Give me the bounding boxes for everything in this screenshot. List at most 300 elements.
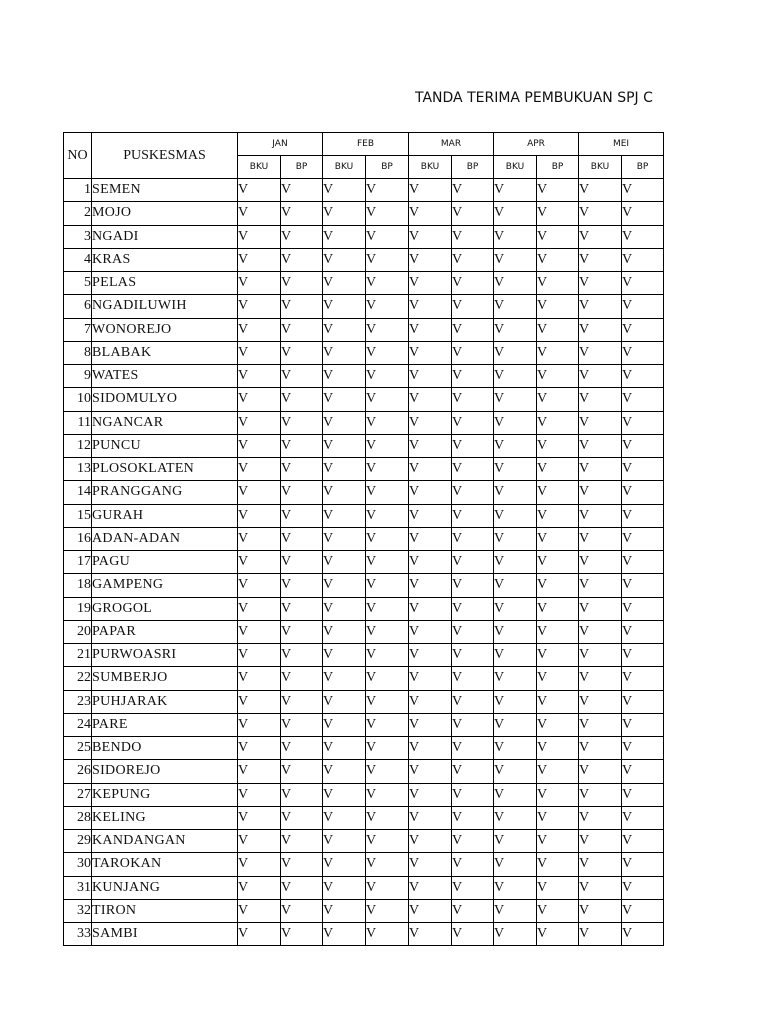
check-mark-mei-bp: V bbox=[622, 551, 664, 574]
puskesmas-name: WONOREJO bbox=[92, 318, 238, 341]
check-mark-mei-bp: V bbox=[622, 690, 664, 713]
check-mark-mei-bku: V bbox=[579, 225, 622, 248]
check-mark-feb-bp: V bbox=[366, 504, 409, 527]
check-mark-mar-bp: V bbox=[452, 806, 494, 829]
row-number: 20 bbox=[64, 620, 92, 643]
check-mark-jan-bku: V bbox=[238, 876, 281, 899]
check-mark-mei-bku: V bbox=[579, 504, 622, 527]
check-mark-feb-bp: V bbox=[366, 318, 409, 341]
check-mark-jan-bku: V bbox=[238, 504, 281, 527]
check-mark-jan-bku: V bbox=[238, 690, 281, 713]
check-mark-jan-bp: V bbox=[281, 713, 323, 736]
check-mark-feb-bku: V bbox=[323, 365, 366, 388]
check-mark-jan-bp: V bbox=[281, 667, 323, 690]
check-mark-jan-bp: V bbox=[281, 248, 323, 271]
header-jan-bp: BP bbox=[281, 156, 323, 179]
check-mark-apr-bku: V bbox=[494, 737, 537, 760]
check-mark-jan-bp: V bbox=[281, 597, 323, 620]
check-mark-feb-bp: V bbox=[366, 225, 409, 248]
check-mark-jan-bku: V bbox=[238, 458, 281, 481]
check-mark-mei-bp: V bbox=[622, 411, 664, 434]
row-number: 21 bbox=[64, 644, 92, 667]
check-mark-apr-bku: V bbox=[494, 318, 537, 341]
check-mark-apr-bp: V bbox=[537, 458, 579, 481]
check-mark-jan-bku: V bbox=[238, 248, 281, 271]
header-apr-bku: BKU bbox=[494, 156, 537, 179]
header-mei-bp: BP bbox=[622, 156, 664, 179]
check-mark-feb-bku: V bbox=[323, 225, 366, 248]
check-mark-apr-bp: V bbox=[537, 923, 579, 946]
check-mark-apr-bp: V bbox=[537, 806, 579, 829]
check-mark-mar-bku: V bbox=[409, 923, 452, 946]
check-mark-apr-bku: V bbox=[494, 527, 537, 550]
check-mark-mei-bku: V bbox=[579, 690, 622, 713]
check-mark-apr-bku: V bbox=[494, 620, 537, 643]
check-mark-mei-bp: V bbox=[622, 806, 664, 829]
check-mark-feb-bku: V bbox=[323, 248, 366, 271]
check-mark-feb-bp: V bbox=[366, 923, 409, 946]
check-mark-feb-bku: V bbox=[323, 806, 366, 829]
check-mark-feb-bp: V bbox=[366, 713, 409, 736]
check-mark-mei-bp: V bbox=[622, 923, 664, 946]
check-mark-apr-bp: V bbox=[537, 713, 579, 736]
check-mark-feb-bku: V bbox=[323, 783, 366, 806]
check-mark-apr-bku: V bbox=[494, 690, 537, 713]
check-mark-apr-bp: V bbox=[537, 248, 579, 271]
check-mark-mei-bp: V bbox=[622, 527, 664, 550]
puskesmas-name: PUHJARAK bbox=[92, 690, 238, 713]
check-mark-jan-bku: V bbox=[238, 272, 281, 295]
check-mark-mar-bku: V bbox=[409, 388, 452, 411]
check-mark-jan-bku: V bbox=[238, 806, 281, 829]
check-mark-jan-bp: V bbox=[281, 434, 323, 457]
puskesmas-name: PAPAR bbox=[92, 620, 238, 643]
check-mark-mei-bp: V bbox=[622, 458, 664, 481]
check-mark-mar-bku: V bbox=[409, 574, 452, 597]
table-row bbox=[64, 667, 664, 690]
check-mark-mar-bku: V bbox=[409, 737, 452, 760]
check-mark-mei-bku: V bbox=[579, 272, 622, 295]
check-mark-mar-bp: V bbox=[452, 434, 494, 457]
check-mark-apr-bku: V bbox=[494, 388, 537, 411]
check-mark-feb-bp: V bbox=[366, 574, 409, 597]
check-mark-jan-bku: V bbox=[238, 434, 281, 457]
row-number: 5 bbox=[64, 272, 92, 295]
check-mark-mar-bku: V bbox=[409, 504, 452, 527]
check-mark-feb-bp: V bbox=[366, 295, 409, 318]
header-month-mei: MEI bbox=[579, 133, 664, 156]
check-mark-jan-bp: V bbox=[281, 620, 323, 643]
check-mark-mei-bp: V bbox=[622, 272, 664, 295]
table-row bbox=[64, 458, 664, 481]
check-mark-feb-bku: V bbox=[323, 574, 366, 597]
check-mark-mar-bp: V bbox=[452, 760, 494, 783]
check-mark-jan-bku: V bbox=[238, 574, 281, 597]
check-mark-feb-bku: V bbox=[323, 458, 366, 481]
header-no: NO bbox=[64, 133, 92, 179]
check-mark-mar-bp: V bbox=[452, 411, 494, 434]
check-mark-feb-bp: V bbox=[366, 202, 409, 225]
puskesmas-name: NGADILUWIH bbox=[92, 295, 238, 318]
check-mark-mei-bku: V bbox=[579, 783, 622, 806]
row-number: 13 bbox=[64, 458, 92, 481]
check-mark-feb-bp: V bbox=[366, 667, 409, 690]
check-mark-mar-bp: V bbox=[452, 597, 494, 620]
puskesmas-name: KRAS bbox=[92, 248, 238, 271]
row-number: 7 bbox=[64, 318, 92, 341]
check-mark-jan-bp: V bbox=[281, 388, 323, 411]
check-mark-jan-bku: V bbox=[238, 481, 281, 504]
check-mark-mar-bp: V bbox=[452, 690, 494, 713]
check-mark-jan-bp: V bbox=[281, 690, 323, 713]
check-mark-jan-bp: V bbox=[281, 411, 323, 434]
table-row bbox=[64, 248, 664, 271]
check-mark-apr-bp: V bbox=[537, 179, 579, 202]
row-number: 2 bbox=[64, 202, 92, 225]
header-month-feb: FEB bbox=[323, 133, 409, 156]
check-mark-apr-bp: V bbox=[537, 434, 579, 457]
check-mark-apr-bku: V bbox=[494, 574, 537, 597]
check-mark-apr-bp: V bbox=[537, 388, 579, 411]
check-mark-mei-bku: V bbox=[579, 341, 622, 364]
check-mark-apr-bp: V bbox=[537, 551, 579, 574]
check-mark-feb-bp: V bbox=[366, 806, 409, 829]
row-number: 33 bbox=[64, 923, 92, 946]
check-mark-feb-bku: V bbox=[323, 853, 366, 876]
check-mark-apr-bku: V bbox=[494, 341, 537, 364]
check-mark-apr-bku: V bbox=[494, 806, 537, 829]
check-mark-mar-bku: V bbox=[409, 783, 452, 806]
check-mark-mar-bp: V bbox=[452, 667, 494, 690]
check-mark-mar-bku: V bbox=[409, 481, 452, 504]
header-mar-bp: BP bbox=[452, 156, 494, 179]
check-mark-mar-bku: V bbox=[409, 806, 452, 829]
check-mark-mei-bp: V bbox=[622, 876, 664, 899]
row-number: 10 bbox=[64, 388, 92, 411]
table-row bbox=[64, 411, 664, 434]
check-mark-apr-bp: V bbox=[537, 272, 579, 295]
header-month-apr: APR bbox=[494, 133, 579, 156]
check-mark-jan-bku: V bbox=[238, 760, 281, 783]
check-mark-feb-bku: V bbox=[323, 504, 366, 527]
check-mark-mei-bp: V bbox=[622, 295, 664, 318]
check-mark-jan-bku: V bbox=[238, 620, 281, 643]
check-mark-feb-bku: V bbox=[323, 737, 366, 760]
check-mark-mar-bp: V bbox=[452, 365, 494, 388]
check-mark-mar-bp: V bbox=[452, 574, 494, 597]
table-row bbox=[64, 644, 664, 667]
check-mark-mei-bku: V bbox=[579, 853, 622, 876]
check-mark-mar-bku: V bbox=[409, 202, 452, 225]
puskesmas-name: PARE bbox=[92, 713, 238, 736]
check-mark-mei-bp: V bbox=[622, 248, 664, 271]
puskesmas-name: KANDANGAN bbox=[92, 830, 238, 853]
puskesmas-name: NGANCAR bbox=[92, 411, 238, 434]
row-number: 18 bbox=[64, 574, 92, 597]
check-mark-mar-bku: V bbox=[409, 272, 452, 295]
puskesmas-name: TAROKAN bbox=[92, 853, 238, 876]
check-mark-mei-bp: V bbox=[622, 574, 664, 597]
check-mark-mar-bku: V bbox=[409, 365, 452, 388]
check-mark-feb-bp: V bbox=[366, 783, 409, 806]
puskesmas-name: PRANGGANG bbox=[92, 481, 238, 504]
check-mark-apr-bp: V bbox=[537, 504, 579, 527]
check-mark-jan-bp: V bbox=[281, 760, 323, 783]
row-number: 15 bbox=[64, 504, 92, 527]
table-row bbox=[64, 690, 664, 713]
check-mark-mei-bp: V bbox=[622, 667, 664, 690]
row-number: 23 bbox=[64, 690, 92, 713]
check-mark-jan-bku: V bbox=[238, 597, 281, 620]
check-mark-feb-bp: V bbox=[366, 179, 409, 202]
table-row bbox=[64, 620, 664, 643]
puskesmas-name: WATES bbox=[92, 365, 238, 388]
check-mark-apr-bp: V bbox=[537, 365, 579, 388]
check-mark-apr-bku: V bbox=[494, 551, 537, 574]
check-mark-apr-bku: V bbox=[494, 179, 537, 202]
check-mark-apr-bp: V bbox=[537, 667, 579, 690]
check-mark-jan-bku: V bbox=[238, 318, 281, 341]
puskesmas-name: BENDO bbox=[92, 737, 238, 760]
check-mark-mei-bp: V bbox=[622, 783, 664, 806]
puskesmas-name: TIRON bbox=[92, 899, 238, 922]
document-title: TANDA TERIMA PEMBUKUAN SPJ C bbox=[415, 90, 653, 106]
table-row bbox=[64, 481, 664, 504]
check-mark-feb-bp: V bbox=[366, 272, 409, 295]
check-mark-mei-bku: V bbox=[579, 923, 622, 946]
check-mark-apr-bku: V bbox=[494, 504, 537, 527]
table-row bbox=[64, 225, 664, 248]
row-number: 16 bbox=[64, 527, 92, 550]
check-mark-feb-bku: V bbox=[323, 411, 366, 434]
check-mark-jan-bku: V bbox=[238, 365, 281, 388]
check-mark-mar-bku: V bbox=[409, 876, 452, 899]
row-number: 25 bbox=[64, 737, 92, 760]
table-row bbox=[64, 551, 664, 574]
table-row bbox=[64, 830, 664, 853]
check-mark-apr-bp: V bbox=[537, 783, 579, 806]
check-mark-mar-bku: V bbox=[409, 318, 452, 341]
table-row bbox=[64, 341, 664, 364]
row-number: 12 bbox=[64, 434, 92, 457]
check-mark-apr-bp: V bbox=[537, 899, 579, 922]
check-mark-apr-bku: V bbox=[494, 411, 537, 434]
check-mark-feb-bku: V bbox=[323, 899, 366, 922]
check-mark-mar-bku: V bbox=[409, 899, 452, 922]
check-mark-mar-bp: V bbox=[452, 202, 494, 225]
check-mark-feb-bp: V bbox=[366, 434, 409, 457]
check-mark-jan-bp: V bbox=[281, 853, 323, 876]
check-mark-jan-bp: V bbox=[281, 225, 323, 248]
check-mark-jan-bku: V bbox=[238, 853, 281, 876]
check-mark-feb-bp: V bbox=[366, 644, 409, 667]
check-mark-mar-bp: V bbox=[452, 388, 494, 411]
check-mark-mar-bp: V bbox=[452, 225, 494, 248]
header-mei-bku: BKU bbox=[579, 156, 622, 179]
check-mark-mar-bp: V bbox=[452, 899, 494, 922]
check-mark-jan-bku: V bbox=[238, 388, 281, 411]
check-mark-mei-bku: V bbox=[579, 830, 622, 853]
check-mark-feb-bku: V bbox=[323, 202, 366, 225]
table-row bbox=[64, 295, 664, 318]
check-mark-jan-bku: V bbox=[238, 923, 281, 946]
check-mark-mar-bku: V bbox=[409, 597, 452, 620]
check-mark-apr-bp: V bbox=[537, 574, 579, 597]
check-mark-apr-bku: V bbox=[494, 365, 537, 388]
row-number: 3 bbox=[64, 225, 92, 248]
check-mark-apr-bp: V bbox=[537, 853, 579, 876]
check-mark-feb-bku: V bbox=[323, 388, 366, 411]
row-number: 30 bbox=[64, 853, 92, 876]
check-mark-jan-bp: V bbox=[281, 504, 323, 527]
check-mark-feb-bku: V bbox=[323, 318, 366, 341]
check-mark-jan-bku: V bbox=[238, 899, 281, 922]
check-mark-apr-bp: V bbox=[537, 202, 579, 225]
check-mark-mei-bp: V bbox=[622, 899, 664, 922]
check-mark-jan-bku: V bbox=[238, 202, 281, 225]
puskesmas-name: PAGU bbox=[92, 551, 238, 574]
puskesmas-name: PUNCU bbox=[92, 434, 238, 457]
table-row bbox=[64, 527, 664, 550]
puskesmas-name: NGADI bbox=[92, 225, 238, 248]
check-mark-apr-bku: V bbox=[494, 667, 537, 690]
table-row bbox=[64, 574, 664, 597]
check-mark-feb-bp: V bbox=[366, 411, 409, 434]
check-mark-mar-bp: V bbox=[452, 876, 494, 899]
check-mark-apr-bp: V bbox=[537, 225, 579, 248]
check-mark-mar-bku: V bbox=[409, 341, 452, 364]
check-mark-mar-bku: V bbox=[409, 551, 452, 574]
check-mark-feb-bp: V bbox=[366, 876, 409, 899]
check-mark-apr-bku: V bbox=[494, 644, 537, 667]
check-mark-mar-bku: V bbox=[409, 527, 452, 550]
check-mark-mar-bku: V bbox=[409, 458, 452, 481]
check-mark-apr-bku: V bbox=[494, 202, 537, 225]
puskesmas-name: KEPUNG bbox=[92, 783, 238, 806]
check-mark-feb-bp: V bbox=[366, 341, 409, 364]
check-mark-mei-bku: V bbox=[579, 388, 622, 411]
check-mark-mar-bku: V bbox=[409, 760, 452, 783]
check-mark-feb-bp: V bbox=[366, 690, 409, 713]
puskesmas-name: KELING bbox=[92, 806, 238, 829]
check-mark-mei-bku: V bbox=[579, 574, 622, 597]
check-mark-mei-bku: V bbox=[579, 202, 622, 225]
check-mark-mar-bp: V bbox=[452, 527, 494, 550]
check-mark-mei-bp: V bbox=[622, 644, 664, 667]
check-mark-mei-bku: V bbox=[579, 318, 622, 341]
check-mark-apr-bp: V bbox=[537, 318, 579, 341]
check-mark-mar-bp: V bbox=[452, 923, 494, 946]
row-number: 11 bbox=[64, 411, 92, 434]
table-row bbox=[64, 202, 664, 225]
table-row bbox=[64, 179, 664, 202]
table-row bbox=[64, 504, 664, 527]
check-mark-mei-bp: V bbox=[622, 620, 664, 643]
row-number: 1 bbox=[64, 179, 92, 202]
check-mark-jan-bku: V bbox=[238, 551, 281, 574]
check-mark-mei-bku: V bbox=[579, 527, 622, 550]
header-jan-bku: BKU bbox=[238, 156, 281, 179]
check-mark-feb-bku: V bbox=[323, 620, 366, 643]
check-mark-jan-bku: V bbox=[238, 667, 281, 690]
check-mark-apr-bku: V bbox=[494, 713, 537, 736]
check-mark-mei-bp: V bbox=[622, 179, 664, 202]
check-mark-mar-bp: V bbox=[452, 179, 494, 202]
puskesmas-name: SIDOMULYO bbox=[92, 388, 238, 411]
receipt-table bbox=[63, 132, 664, 946]
check-mark-apr-bku: V bbox=[494, 760, 537, 783]
check-mark-mar-bku: V bbox=[409, 295, 452, 318]
check-mark-mei-bku: V bbox=[579, 737, 622, 760]
check-mark-apr-bku: V bbox=[494, 481, 537, 504]
check-mark-jan-bku: V bbox=[238, 737, 281, 760]
check-mark-apr-bp: V bbox=[537, 737, 579, 760]
table-row bbox=[64, 783, 664, 806]
check-mark-jan-bp: V bbox=[281, 737, 323, 760]
check-mark-jan-bku: V bbox=[238, 783, 281, 806]
check-mark-jan-bp: V bbox=[281, 806, 323, 829]
row-number: 9 bbox=[64, 365, 92, 388]
check-mark-feb-bku: V bbox=[323, 179, 366, 202]
header-month-mar: MAR bbox=[409, 133, 494, 156]
row-number: 28 bbox=[64, 806, 92, 829]
check-mark-mei-bp: V bbox=[622, 597, 664, 620]
check-mark-jan-bp: V bbox=[281, 318, 323, 341]
check-mark-mei-bku: V bbox=[579, 458, 622, 481]
check-mark-jan-bp: V bbox=[281, 899, 323, 922]
row-number: 27 bbox=[64, 783, 92, 806]
check-mark-feb-bku: V bbox=[323, 481, 366, 504]
puskesmas-name: SAMBI bbox=[92, 923, 238, 946]
check-mark-feb-bp: V bbox=[366, 248, 409, 271]
table-row bbox=[64, 853, 664, 876]
puskesmas-name: KUNJANG bbox=[92, 876, 238, 899]
check-mark-mei-bku: V bbox=[579, 620, 622, 643]
check-mark-mar-bp: V bbox=[452, 853, 494, 876]
header-apr-bp: BP bbox=[537, 156, 579, 179]
check-mark-feb-bku: V bbox=[323, 830, 366, 853]
check-mark-apr-bp: V bbox=[537, 690, 579, 713]
table-row bbox=[64, 365, 664, 388]
check-mark-apr-bp: V bbox=[537, 876, 579, 899]
check-mark-feb-bku: V bbox=[323, 760, 366, 783]
table-row bbox=[64, 434, 664, 457]
check-mark-feb-bp: V bbox=[366, 551, 409, 574]
check-mark-mar-bku: V bbox=[409, 411, 452, 434]
check-mark-mei-bku: V bbox=[579, 434, 622, 457]
row-number: 24 bbox=[64, 713, 92, 736]
check-mark-mei-bku: V bbox=[579, 179, 622, 202]
check-mark-feb-bp: V bbox=[366, 620, 409, 643]
check-mark-mar-bp: V bbox=[452, 272, 494, 295]
check-mark-apr-bp: V bbox=[537, 597, 579, 620]
check-mark-jan-bku: V bbox=[238, 527, 281, 550]
check-mark-mei-bp: V bbox=[622, 830, 664, 853]
check-mark-mei-bp: V bbox=[622, 737, 664, 760]
check-mark-apr-bku: V bbox=[494, 434, 537, 457]
puskesmas-name: SUMBERJO bbox=[92, 667, 238, 690]
check-mark-jan-bp: V bbox=[281, 365, 323, 388]
check-mark-mei-bp: V bbox=[622, 365, 664, 388]
check-mark-mei-bku: V bbox=[579, 365, 622, 388]
header-mar-bku: BKU bbox=[409, 156, 452, 179]
puskesmas-name: PURWOASRI bbox=[92, 644, 238, 667]
check-mark-feb-bp: V bbox=[366, 365, 409, 388]
table-row bbox=[64, 923, 664, 946]
check-mark-apr-bp: V bbox=[537, 760, 579, 783]
check-mark-feb-bp: V bbox=[366, 597, 409, 620]
check-mark-mar-bp: V bbox=[452, 620, 494, 643]
